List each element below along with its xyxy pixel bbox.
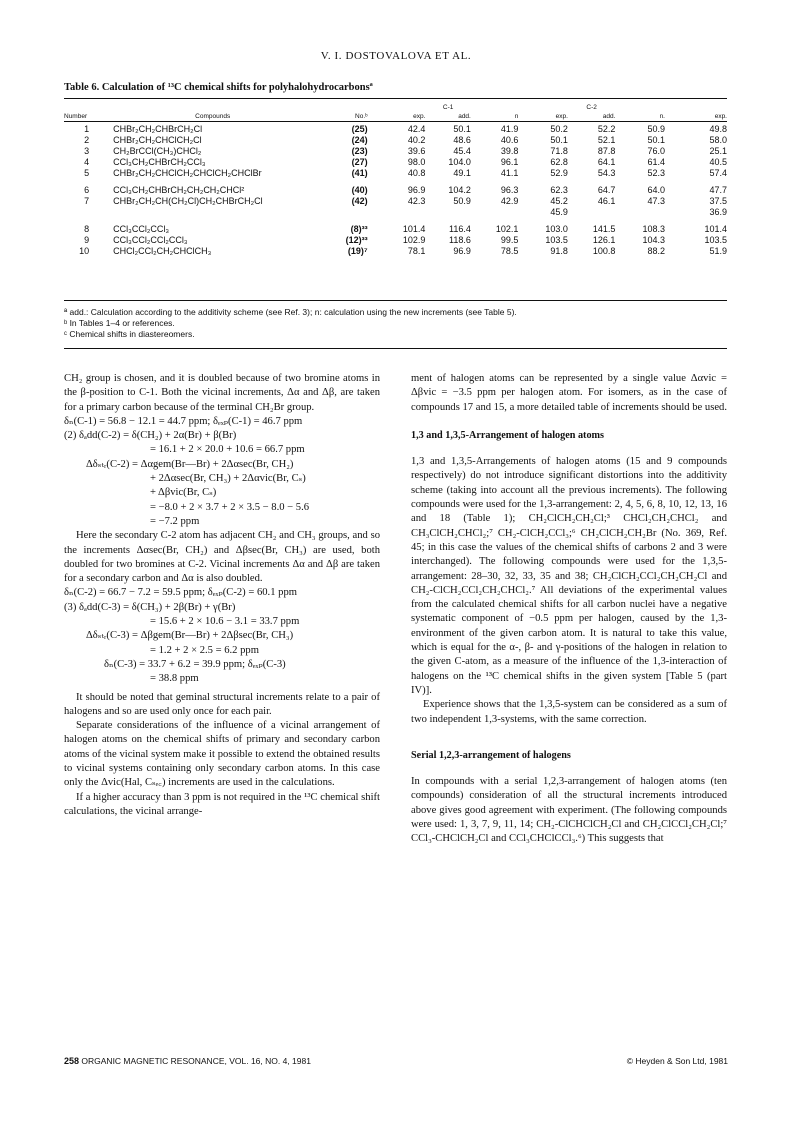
shift-value: 50.2 bbox=[550, 124, 568, 134]
compound-formula: CHBr₂CH₂CH(CH₂Cl)CH₂CHBrCH₂Cl bbox=[113, 196, 263, 206]
shift-value: 104.3 bbox=[642, 235, 665, 245]
shift-value: 36.9 bbox=[709, 207, 727, 217]
table-row bbox=[64, 135, 727, 146]
shift-value: 47.7 bbox=[709, 185, 727, 195]
equation: Δδₛₜᵣ(C-3) = Δβgem(Br—Br) + 2Δβsec(Br, CH₃) bbox=[86, 630, 294, 642]
shift-value: 76.0 bbox=[647, 146, 665, 156]
shift-value: 42.3 bbox=[407, 196, 426, 206]
shift-value: 96.9 bbox=[453, 246, 471, 256]
compound-ref: (41) bbox=[351, 168, 368, 178]
equation: (2) δₐdd(C-2) = δ(CH₂) + 2α(Br) + β(Br) bbox=[64, 430, 237, 442]
shift-value bbox=[471, 207, 519, 218]
shift-value: 52.2 bbox=[597, 124, 616, 134]
shift-value bbox=[425, 207, 470, 218]
paragraph: If a higher accuracy than 3 ppm is not required in the ¹³C chemical shift calculations, the vicinal arrange- bbox=[64, 791, 380, 817]
shift-value: 45.2 bbox=[550, 196, 568, 206]
compound-ref: (12)³³ bbox=[345, 235, 368, 245]
shift-value: 78.5 bbox=[500, 246, 519, 256]
shift-value: 39.6 bbox=[407, 146, 426, 156]
shift-value: 126.1 bbox=[592, 235, 616, 245]
shift-value: 41.1 bbox=[500, 168, 519, 178]
equation: Δδₛₜᵣ(C-2) = Δαgem(Br—Br) + 2Δαsec(Br, CH₂) bbox=[86, 458, 294, 470]
table-row bbox=[64, 157, 727, 168]
compound-formula: CCl₃CH₂CHBrCH₂CH₂CH₂CHCl² bbox=[113, 185, 245, 195]
table-footnote-a: ª add.: Calculation according to the additivity scheme (see Ref. 3); n: calculation using the new increments (see Table 5). bbox=[64, 307, 517, 317]
shift-value: 45.4 bbox=[453, 146, 471, 156]
compound-ref: (25) bbox=[351, 124, 368, 134]
left-column bbox=[64, 372, 380, 819]
compound-formula: CCl₃CCl₂CCl₃ bbox=[113, 224, 169, 234]
table-row bbox=[64, 168, 727, 179]
compound-ref: (8)³³ bbox=[350, 224, 368, 234]
shift-value: 64.1 bbox=[597, 157, 616, 167]
table-footnote-c: ᶜ Chemical shifts in diastereomers. bbox=[64, 329, 195, 339]
table-row bbox=[64, 235, 727, 246]
table-row bbox=[64, 207, 727, 218]
shift-value: 54.3 bbox=[597, 168, 616, 178]
compound-ref bbox=[324, 207, 367, 218]
compound-formula: CCl₃CCl₂CCl₂CCl₃ bbox=[113, 235, 188, 245]
shift-value: 87.8 bbox=[597, 146, 616, 156]
shift-value: 100.8 bbox=[592, 246, 616, 256]
shift-value: 49.1 bbox=[453, 168, 471, 178]
shift-value: 48.6 bbox=[453, 135, 471, 145]
compound-formula: CCl₃CH₂CHBrCH₂CCl₃ bbox=[113, 157, 206, 167]
shift-value: 57.4 bbox=[709, 168, 727, 178]
shift-value: 108.3 bbox=[642, 224, 665, 234]
table-row bbox=[64, 246, 727, 257]
section-heading: 1,3 and 1,3,5-Arrangement of halogen atoms bbox=[411, 429, 604, 441]
compound-ref: (27) bbox=[351, 157, 368, 167]
journal-citation: ORGANIC MAGNETIC RESONANCE, VOL. 16, NO. 4, 1981 bbox=[81, 1056, 311, 1066]
equation: = 1.2 + 2 × 2.5 = 6.2 ppm bbox=[150, 644, 259, 656]
compound-formula: CHCl₂CCl₂CH₂CHClCH₃ bbox=[113, 246, 212, 256]
shift-value: 96.9 bbox=[407, 185, 426, 195]
shift-value: 96.3 bbox=[500, 185, 519, 195]
shift-value: 71.8 bbox=[550, 146, 568, 156]
shift-value: 50.1 bbox=[550, 135, 568, 145]
shift-value: 50.9 bbox=[647, 124, 665, 134]
shift-value: 102.1 bbox=[495, 224, 519, 234]
shift-value: 96.1 bbox=[500, 157, 519, 167]
compound-formula: CHBr₂CH₂CHClCH₂Cl bbox=[113, 135, 202, 145]
shift-value: 46.1 bbox=[597, 196, 616, 206]
shift-value: 91.8 bbox=[550, 246, 568, 256]
compound-formula: CH₂BrCCl(CH₃)CHCl₂ bbox=[113, 146, 202, 156]
column-header: add. bbox=[602, 113, 616, 120]
table-row bbox=[64, 146, 727, 157]
shift-value: 103.0 bbox=[545, 224, 568, 234]
shift-value: 47.3 bbox=[647, 196, 665, 206]
shift-value: 118.6 bbox=[449, 235, 471, 245]
paragraph: It should be noted that geminal structural increments relate to a pair of halogens and so are used only once for each pair. bbox=[64, 691, 380, 717]
paragraph: Here the secondary C-2 atom has adjacent CH₂ and CH₃ groups, and so the increments Δαsec(Br, CH₂) and Δβsec(Br, CH₃) are used, both doubled for two bromines at C-2. Vicinal increments Δα and Δβ are taken for a secondary carbon and Δα is also doubled. bbox=[64, 530, 380, 585]
shift-value: 104.2 bbox=[448, 185, 471, 195]
shift-value: 42.9 bbox=[500, 196, 519, 206]
shift-value: 116.4 bbox=[449, 224, 471, 234]
equation: = −7.2 ppm bbox=[150, 515, 200, 527]
shift-value: 40.5 bbox=[709, 157, 727, 167]
section-divider bbox=[64, 348, 727, 349]
shift-value: 101.4 bbox=[704, 224, 727, 234]
row-number: 6 bbox=[84, 185, 90, 195]
table-group-header bbox=[64, 103, 727, 112]
table-footnote-b: ᵇ In Tables 1–4 or references. bbox=[64, 318, 175, 328]
shift-value: 25.1 bbox=[709, 146, 727, 156]
paragraph: 1,3 and 1,3,5-Arrangements of halogen atoms (15 and 9 compounds respectively) do not introduce significant distortions into the additivity scheme (taking into account all the previous increments). The following compounds were used for the 1,3-arrangement: 2, 4, 5, 6, 8, 10, 12, 13, 16 and 18 (Table 1); CH₂ClCH₂CH₂Cl;³ CHCl₂CH₂CHCl₂ and CH₃ClCH₂CHCl₂;⁷ CH₂-ClCH₂CCl₃;⁶ CH₂ClCH₂CH₂Br (No. 369, Ref. 45; in this case the values of the chemical shifts of carbons 2 and 3 were interchanged). The following compounds were used for the 1,3,5-arrangement: 28–30, 32, 33, 35 and 38; CH₂ClCH₂CCl₂CH₂CH₂Cl and CH₂-ClCH₂CCl₂CH₂CHCl₂.⁷ All deviations of the experimental values from the calculated chemical shifts for all carbon nuclei have a negative systematic component of −0.5 ppm per halogen, caused by the 1,3-environment of the given carbon atom. It is natural to take this value, which is equal for the α-, β- and γ-positions of the halogen in relation to the given C-atom, as a measure of the influence of the 1,3-interaction of halogens on the ¹³C chemical shifts in the given system [Table 5 (part IV)]. bbox=[411, 456, 727, 696]
equation: δₙ(C-1) = 56.8 − 12.1 = 44.7 ppm; δₑₓₚ(C-1) = 46.7 ppm bbox=[64, 415, 303, 427]
column-header: n. bbox=[659, 113, 665, 120]
equation: = −8.0 + 2 × 3.7 + 2 × 3.5 − 8.0 − 5.6 bbox=[150, 501, 310, 513]
compound-ref: (40) bbox=[351, 185, 368, 195]
page-footer-left bbox=[64, 1056, 311, 1066]
equation: (3) δₐdd(C-3) = δ(CH₃) + 2β(Br) + γ(Br) bbox=[64, 601, 236, 613]
shift-value: 40.2 bbox=[407, 135, 426, 145]
row-number: 7 bbox=[84, 196, 90, 206]
shift-value: 64.0 bbox=[647, 185, 665, 195]
page-number: 258 bbox=[64, 1056, 80, 1066]
compound-formula bbox=[101, 207, 324, 218]
row-number bbox=[64, 207, 101, 218]
shift-value bbox=[568, 207, 616, 218]
equation: = 16.1 + 2 × 20.0 + 10.6 = 66.7 ppm bbox=[150, 444, 305, 456]
shift-value: 58.0 bbox=[709, 135, 727, 145]
paragraph: Experience shows that the 1,3,5-system can be considered as a sum of two independent 1,3-systems, with the same correction. bbox=[411, 699, 727, 725]
row-number: 9 bbox=[84, 235, 90, 245]
shift-value: 50.1 bbox=[453, 124, 471, 134]
paragraph: CH₂ group is chosen, and it is doubled because of two bromine atoms in the β-position to C-1. Both the vicinal increments, Δα and Δβ, are taken for a primary carbon because of the terminal CH₂Br group. bbox=[64, 373, 380, 413]
shift-value: 45.9 bbox=[550, 207, 568, 217]
shift-value: 49.8 bbox=[709, 124, 727, 134]
compound-ref: (23) bbox=[351, 146, 368, 156]
shift-value: 61.4 bbox=[647, 157, 665, 167]
shift-value: 41.9 bbox=[500, 124, 519, 134]
column-header: add. bbox=[458, 113, 471, 120]
row-number: 8 bbox=[84, 224, 90, 234]
table-bottom-rule bbox=[64, 300, 727, 301]
shift-value: 39.8 bbox=[500, 146, 519, 156]
equation: = 15.6 + 2 × 10.6 − 3.1 = 33.7 ppm bbox=[150, 616, 300, 628]
shift-value: 101.4 bbox=[402, 224, 426, 234]
column-header: exp. bbox=[413, 113, 426, 120]
shift-value: 37.5 bbox=[709, 196, 727, 206]
table-column-header bbox=[64, 112, 727, 122]
running-head: V. I. DOSTOVALOVA ET AL. bbox=[320, 50, 472, 62]
row-number: 1 bbox=[84, 124, 90, 134]
equation: δₙ(C-2) = 66.7 − 7.2 = 59.5 ppm; δₑₓₚ(C-2) = 60.1 ppm bbox=[64, 587, 297, 599]
table-top-rule bbox=[64, 98, 727, 99]
shift-value: 104.0 bbox=[448, 157, 471, 167]
row-number: 5 bbox=[84, 168, 90, 178]
shift-value: 141.5 bbox=[592, 224, 616, 234]
table-row bbox=[64, 224, 727, 235]
table-body bbox=[64, 124, 727, 257]
shift-value: 42.4 bbox=[407, 124, 426, 134]
compound-ref: (24) bbox=[351, 135, 368, 145]
column-header: exp. bbox=[555, 113, 568, 120]
compound-ref: (42) bbox=[351, 196, 368, 206]
shift-value: 51.9 bbox=[709, 246, 727, 256]
row-number: 4 bbox=[84, 157, 90, 167]
equation: = 38.8 ppm bbox=[150, 673, 199, 685]
group-header-c1: C-1 bbox=[442, 104, 454, 111]
shift-value: 88.2 bbox=[647, 246, 665, 256]
shift-value: 98.0 bbox=[407, 157, 426, 167]
data-table bbox=[64, 103, 727, 257]
shift-value: 99.5 bbox=[500, 235, 519, 245]
column-header: No.ᵇ bbox=[355, 113, 368, 120]
paragraph: ment of halogen atoms can be represented by a single value Δαvic = Δβvic = −3.5 ppm per halogen atom. For isomers, as in the case of compounds 17 and 15, a more detailed table of increments should be used. bbox=[411, 373, 727, 413]
shift-value: 78.1 bbox=[407, 246, 426, 256]
paragraph: In compounds with a serial 1,2,3-arrangement of halogen atoms (ten compounds) consideration of all the structural increments introduced above gives good agreement with experiment. (The following compounds were used: 1, 3, 7, 9, 11, 14; CH₂-ClCHClCH₂Cl and CH₂ClCCl₂CH₂Cl;⁷ CCl₃-CHClCH₂Cl and CCl₃CHClCCl₃.⁶) This suggests that bbox=[411, 776, 727, 845]
shift-value: 103.5 bbox=[545, 235, 568, 245]
shift-value bbox=[615, 207, 665, 218]
equation: + 2Δαsec(Br, CH₃) + 2Δαvic(Br, Cₛ) bbox=[150, 473, 306, 485]
column-header: Compounds bbox=[195, 113, 231, 120]
column-header: Number bbox=[64, 113, 88, 120]
shift-value: 50.1 bbox=[647, 135, 665, 145]
shift-value: 52.1 bbox=[597, 135, 616, 145]
table-row bbox=[64, 196, 727, 207]
compound-formula: CHBr₂CH₂CHClCH₂CHClCH₂CHClBr bbox=[113, 168, 262, 178]
copyright-notice: © Heyden & Son Ltd, 1981 bbox=[626, 1056, 728, 1066]
table-row bbox=[64, 185, 727, 196]
shift-value bbox=[368, 207, 426, 218]
table-title: Table 6. Calculation of ¹³C chemical shifts for polyhalohydrocarbonsª bbox=[64, 82, 373, 93]
shift-value: 64.7 bbox=[597, 185, 616, 195]
shift-value: 52.3 bbox=[647, 168, 665, 178]
column-header: exp. bbox=[714, 113, 727, 120]
group-header-c2: C-2 bbox=[586, 104, 597, 111]
row-number: 2 bbox=[84, 135, 90, 145]
compound-formula: CHBr₂CH₂CHBrCH₂Cl bbox=[113, 124, 203, 134]
paragraph: Separate considerations of the influence of a vicinal arrangement of halogen atoms on the chemical shifts of primary and secondary carbon atoms of the vicinal system make it possible to extend the obtained results to vicinal systems containing only secondary carbon atoms. In this case only the Δvic(Hal, Cₛₑ꜀) increments are used in the calculations. bbox=[64, 720, 380, 789]
shift-value: 52.9 bbox=[550, 168, 568, 178]
shift-value: 102.9 bbox=[402, 235, 426, 245]
equation: δₙ(C-3) = 33.7 + 6.2 = 39.9 ppm; δₑₓₚ(C-3) bbox=[104, 658, 286, 670]
shift-value: 103.5 bbox=[704, 235, 727, 245]
shift-value: 62.8 bbox=[550, 157, 568, 167]
compound-ref: (19)⁷ bbox=[347, 246, 368, 256]
shift-value: 62.3 bbox=[550, 185, 568, 195]
table-row bbox=[64, 124, 727, 135]
shift-value: 40.6 bbox=[500, 135, 519, 145]
column-header: n bbox=[514, 113, 519, 120]
section-heading: Serial 1,2,3-arrangement of halogens bbox=[411, 749, 571, 761]
shift-value: 40.8 bbox=[407, 168, 426, 178]
equation: + Δβvic(Br, Cₛ) bbox=[150, 487, 217, 499]
row-number: 3 bbox=[84, 146, 90, 156]
right-column bbox=[411, 372, 727, 847]
shift-value: 50.9 bbox=[453, 196, 471, 206]
row-number: 10 bbox=[79, 246, 90, 256]
